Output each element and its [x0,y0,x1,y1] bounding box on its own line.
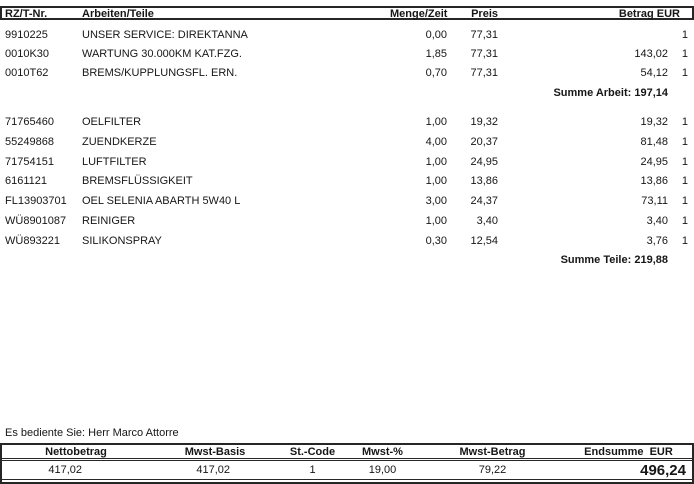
labor-sum-value: 197,14 [634,86,668,99]
row-description: UNSER SERVICE: DIREKTANNA [82,28,248,41]
row-part-number: 6161121 [5,175,48,188]
row-quantity: 4,00 [425,136,447,149]
row-tax-flag: 1 [681,195,688,208]
row-quantity: 1,00 [425,214,447,227]
table-row [0,191,694,211]
row-tax-flag: 1 [681,116,688,129]
row-unit-price: 77,31 [470,28,498,41]
row-description: WARTUNG 30.000KM KAT.FZG. [82,48,242,61]
row-quantity: 0,30 [425,234,447,247]
table-row [0,25,694,44]
totals-header-endsumme-eur: Endsumme EUR [584,445,673,458]
table-row [0,132,694,152]
row-unit-price: 24,37 [470,195,498,208]
totals-value-mwst-basis: 417,02 [196,464,230,476]
row-quantity: 3,00 [425,195,447,208]
column-header-nr: RZ/T-Nr. [5,8,48,20]
totals-values-row [2,461,692,479]
row-description: REINIGER [82,214,136,227]
totals-header-mwst-basis: Mwst-Basis [184,445,246,458]
totals-value-nettobetrag: 417,02 [48,464,82,476]
parts-sum-row [0,250,694,270]
row-part-number: 55249868 [5,136,54,149]
row-part-number: WÜ8901087 [5,214,67,227]
row-quantity: 1,00 [425,175,447,188]
totals-value-endsumme-eur: 496,24 [640,461,686,479]
row-amount: 73,11 [641,195,668,208]
row-tax-flag: 1 [681,67,688,80]
row-description: LUFTFILTER [82,155,147,168]
labor-sum-row [0,83,694,102]
labor-sum-text [0,87,668,99]
row-amount: 54,12 [640,67,668,80]
row-quantity: 0,70 [425,67,447,80]
bottom-double-rule [2,479,692,484]
row-quantity: 0,00 [425,28,447,41]
row-amount: 19,32 [640,116,668,129]
table-row [0,113,694,133]
row-part-number: 9910225 [5,28,48,41]
row-tax-flag: 1 [681,234,688,247]
column-header-qty: Menge/Zeit [390,8,448,20]
labor-rows-group [0,25,694,83]
row-quantity: 1,00 [425,155,447,168]
row-tax-flag: 1 [681,155,688,168]
column-header-price: Preis [471,8,498,20]
table-row [0,172,694,192]
row-description: SILIKONSPRAY [82,234,162,247]
row-tax-flag: 1 [681,48,688,61]
section-gap [0,103,694,113]
column-header-description: Arbeiten/Teile [82,8,154,20]
table-row [0,44,694,63]
row-amount: 81,48 [640,136,668,149]
row-unit-price: 3,40 [476,214,498,227]
row-part-number: 71765460 [5,116,54,129]
totals-header-nettobetrag: Nettobetrag [45,445,107,458]
row-unit-price: 77,31 [470,67,498,80]
totals-value-st-code: 1 [309,464,316,476]
totals-header-st-code: St.-Code [289,445,336,458]
totals-header-row [2,443,692,461]
parts-sum-value: 219,88 [634,254,668,267]
line-items-header-row [0,6,694,20]
row-part-number: 0010T62 [5,67,49,80]
row-unit-price: 77,31 [470,48,498,61]
labor-sum-label: Summe Arbeit: [553,86,632,99]
row-description: OELFILTER [82,116,142,129]
row-tax-flag: 1 [681,136,688,149]
row-unit-price: 19,32 [470,116,498,129]
parts-rows-group [0,113,694,251]
row-unit-price: 20,37 [470,136,498,149]
row-part-number: 71754151 [5,155,54,168]
row-tax-flag: 1 [681,28,688,41]
line-items-body [0,20,694,270]
row-amount: 13,86 [640,175,668,188]
row-unit-price: 24,95 [470,155,498,168]
row-description: BREMSFLÜSSIGKEIT [82,175,193,188]
row-quantity: 1,00 [425,116,447,129]
table-row [0,231,694,251]
row-part-number: FL13903701 [5,195,67,208]
totals-header-mwst-prozent: Mwst-% [362,445,403,458]
totals-value-mwst-prozent: 19,00 [368,464,397,476]
totals-table [0,443,694,484]
table-row [0,64,694,83]
row-description: OEL SELENIA ABARTH 5W40 L [82,195,241,208]
totals-header-mwst-betrag: Mwst-Betrag [459,445,526,458]
row-unit-price: 13,86 [470,175,498,188]
row-quantity: 1,85 [425,48,447,61]
row-description: BREMS/KUPPLUNGSFL. ERN. [82,67,238,80]
row-amount: 3,40 [646,214,668,227]
parts-sum-label: Summe Teile: [560,254,632,267]
column-header-amount: Betrag EUR [618,8,680,20]
row-tax-flag: 1 [681,214,688,227]
table-row [0,152,694,172]
row-description: ZUENDKERZE [82,136,157,149]
parts-sum-text [0,254,668,266]
row-amount: 3,76 [646,234,668,247]
row-part-number: WÜ893221 [5,234,61,247]
table-row [0,211,694,231]
served-by-line: Es bediente Sie: Herr Marco Attorre [5,427,179,439]
row-amount: 24,95 [640,155,668,168]
row-unit-price: 12,54 [470,234,498,247]
row-tax-flag: 1 [681,175,688,188]
totals-value-mwst-betrag: 79,22 [478,464,507,476]
row-amount: 143,02 [634,48,668,61]
row-part-number: 0010K30 [5,48,50,61]
